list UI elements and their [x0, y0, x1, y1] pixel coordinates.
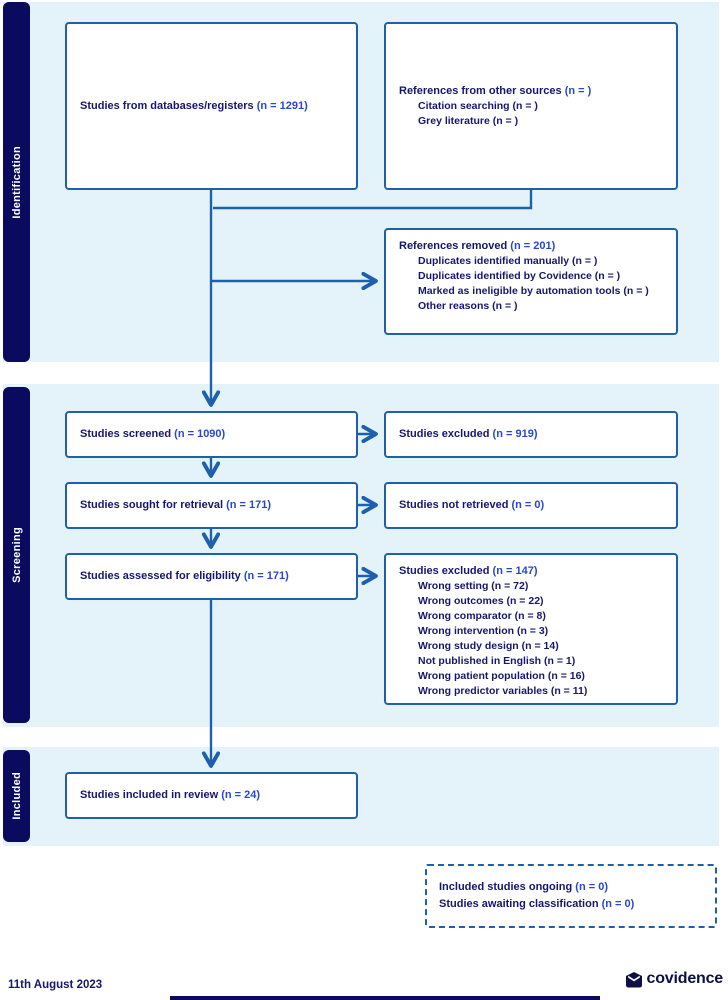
excluded-eligibility-item: Wrong comparator (n = 8): [418, 610, 546, 622]
excluded-eligibility-item: Not published in English (n = 1): [418, 655, 576, 667]
included-review-count: (n = 24): [221, 789, 261, 801]
assessed-count: (n = 171): [243, 570, 289, 582]
screened-count: (n = 1090): [174, 428, 226, 440]
excluded-eligibility-item: Wrong patient population (n = 16): [418, 670, 585, 682]
covidence-book-icon: [625, 971, 643, 988]
references-removed-item: Duplicates identified by Covidence (n = ): [418, 270, 621, 282]
excluded-screening-count: (n = 919): [492, 428, 538, 440]
excluded-eligibility-item: Wrong study design (n = 14): [418, 640, 559, 652]
screened-text: Studies screened (n = 1090): [80, 428, 226, 440]
screened-box: [65, 411, 358, 458]
screening-label: Screening: [10, 527, 23, 583]
excluded-eligibility-item: Wrong predictor variables (n = 11): [418, 685, 588, 697]
included-review-text: Studies included in review (n = 24): [80, 789, 261, 801]
included-label: Included: [10, 772, 23, 820]
identification-sidebar: [3, 2, 30, 362]
awaiting-count: (n = 0): [601, 898, 635, 910]
other-sources-item: Citation searching (n = ): [418, 99, 538, 112]
excluded-eligibility-item: Wrong outcomes (n = 22): [418, 595, 544, 607]
databases-count: (n = 1291): [256, 99, 308, 112]
excluded-eligibility-count: (n = 147): [492, 565, 538, 577]
included-sidebar: [3, 750, 30, 842]
excluded-eligibility-text: Studies excluded (n = 147): [399, 565, 538, 577]
not-retrieved-box: [384, 482, 678, 529]
assessed-box: [65, 553, 358, 600]
screening-sidebar: [3, 387, 30, 723]
awaiting-line: Studies awaiting classification (n = 0): [439, 898, 635, 910]
excluded-screening-text: Studies excluded (n = 919): [399, 428, 538, 440]
assessed-text: Studies assessed for eligibility (n = 171): [80, 570, 289, 582]
included-review-box: [65, 772, 358, 819]
excluded-eligibility-item: Wrong setting (n = 72): [418, 580, 529, 592]
references-removed-item: Other reasons (n = ): [418, 300, 518, 312]
ongoing-count: (n = 0): [575, 881, 608, 893]
references-removed-item: Marked as ineligible by automation tools (n = ): [418, 285, 649, 297]
ongoing-line: Included studies ongoing (n = 0): [439, 881, 608, 893]
sought-box: [65, 482, 358, 529]
databases-box: [65, 22, 358, 190]
references-removed-text: References removed (n = 201): [399, 240, 556, 252]
excluded-eligibility-box: [384, 553, 678, 705]
not-retrieved-count: (n = 0): [511, 499, 545, 511]
sought-text: Studies sought for retrieval (n = 171): [80, 499, 272, 511]
other-sources-item: Grey literature (n = ): [418, 114, 519, 127]
not-retrieved-text: Studies not retrieved (n = 0): [399, 499, 545, 511]
covidence-logo: [625, 970, 723, 988]
databases-text: Studies from databases/registers (n = 1291): [80, 99, 308, 112]
other-sources-box: [384, 22, 678, 190]
identification-label: Identification: [10, 145, 23, 219]
covidence-wordmark: covidence: [646, 970, 723, 987]
excluded-screening-box: [384, 411, 678, 458]
ongoing-studies-box: [425, 864, 717, 928]
other-sources-text: References from other sources (n = ): [399, 84, 592, 97]
report-date: 11th August 2023: [8, 979, 103, 991]
references-removed-box: [384, 228, 678, 335]
excluded-eligibility-item: Wrong intervention (n = 3): [418, 625, 549, 637]
other-sources-count: (n = ): [564, 84, 592, 97]
sought-count: (n = 171): [226, 499, 272, 511]
references-removed-count: (n = 201): [510, 240, 556, 252]
references-removed-item: Duplicates identified manually (n = ): [418, 255, 598, 267]
bottom-cutoff-bar: [170, 996, 600, 1000]
